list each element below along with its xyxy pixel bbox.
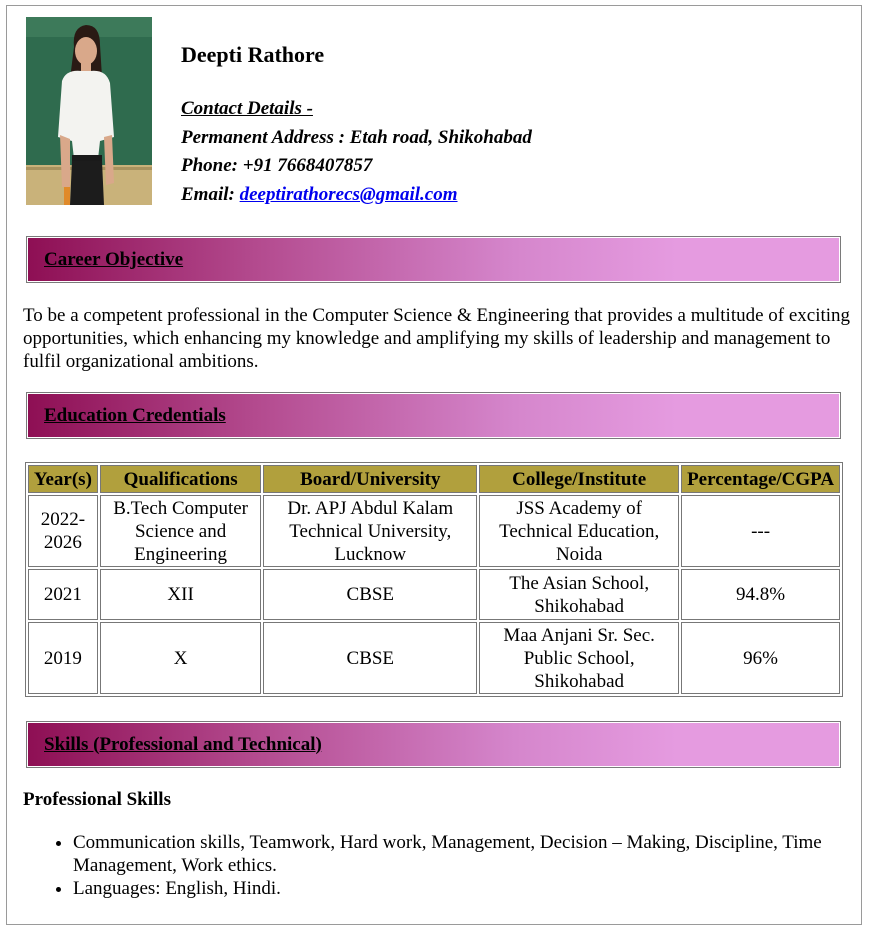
address-line [181, 124, 532, 153]
career-objective-text: To be a competent professional in the Computer Science & Engineering that provides a multitude of exciting opportunities, which enhancing my knowledge and amplifying my skills of leadership and management to fulfil organizational ambitions. [23, 305, 851, 372]
cell-year: 2019 [28, 622, 98, 694]
address-value: Etah road, Shikohabad [349, 126, 532, 148]
email-link[interactable]: deeptirathorecs@gmail.com [239, 183, 458, 205]
phone-line [181, 152, 532, 181]
cell-year: 2021 [28, 569, 98, 620]
list-item: • Communication skills, Teamwork, Hard work, Management, Decision – Making, Discipline, Time Management, Work ethics. [73, 831, 843, 877]
cell-board: CBSE [263, 569, 477, 620]
address-label: Permanent Address : [181, 126, 350, 148]
section-skills [26, 721, 841, 768]
cell-percentage: --- [681, 495, 840, 567]
email-label: Email: [181, 183, 240, 205]
profile-photo-image [26, 17, 152, 205]
section-career-objective [26, 236, 841, 283]
contact-details [181, 95, 532, 209]
list-item: • Languages: English, Hindi. [73, 877, 843, 900]
phone-value: +91 7668407857 [242, 155, 373, 176]
table-row [28, 495, 840, 567]
col-header-college: College/Institute [479, 465, 679, 493]
section-education [26, 392, 841, 439]
cell-college: JSS Academy of Technical Education, Noida [479, 495, 679, 567]
cell-percentage: 94.8% [681, 569, 840, 620]
col-header-qualification: Qualifications [100, 465, 262, 493]
section-title: Education Credentials [28, 394, 839, 437]
section-title: Career Objective [28, 238, 839, 281]
phone-label: Phone: [181, 155, 243, 176]
section-title: Skills (Professional and Technical) [28, 723, 839, 766]
cell-board: Dr. APJ Abdul Kalam Technical University, Lucknow [263, 495, 477, 567]
education-table [25, 462, 843, 697]
contact-title: Contact Details - [181, 98, 313, 119]
cell-qualification: B.Tech Computer Science and Engineering [100, 495, 262, 567]
cell-board: CBSE [263, 622, 477, 694]
resume-page [6, 5, 862, 925]
email-line [181, 181, 532, 210]
cell-college: Maa Anjani Sr. Sec. Public School, Shikohabad [479, 622, 679, 694]
table-header-row [28, 465, 840, 493]
header-info [181, 42, 532, 209]
cell-percentage: 96% [681, 622, 840, 694]
cell-college: The Asian School, Shikohabad [479, 569, 679, 620]
profile-photo [26, 17, 152, 205]
professional-skills-heading: Professional Skills [23, 789, 171, 810]
col-header-percentage: Percentage/CGPA [681, 465, 840, 493]
person-name: Deepti Rathore [181, 42, 325, 67]
table-row [28, 569, 840, 620]
cell-year: 2022-2026 [28, 495, 98, 567]
col-header-board: Board/University [263, 465, 477, 493]
cell-qualification: X [100, 622, 262, 694]
col-header-year: Year(s) [28, 465, 98, 493]
professional-skills-list [23, 831, 843, 900]
cell-qualification: XII [100, 569, 262, 620]
table-row [28, 622, 840, 694]
